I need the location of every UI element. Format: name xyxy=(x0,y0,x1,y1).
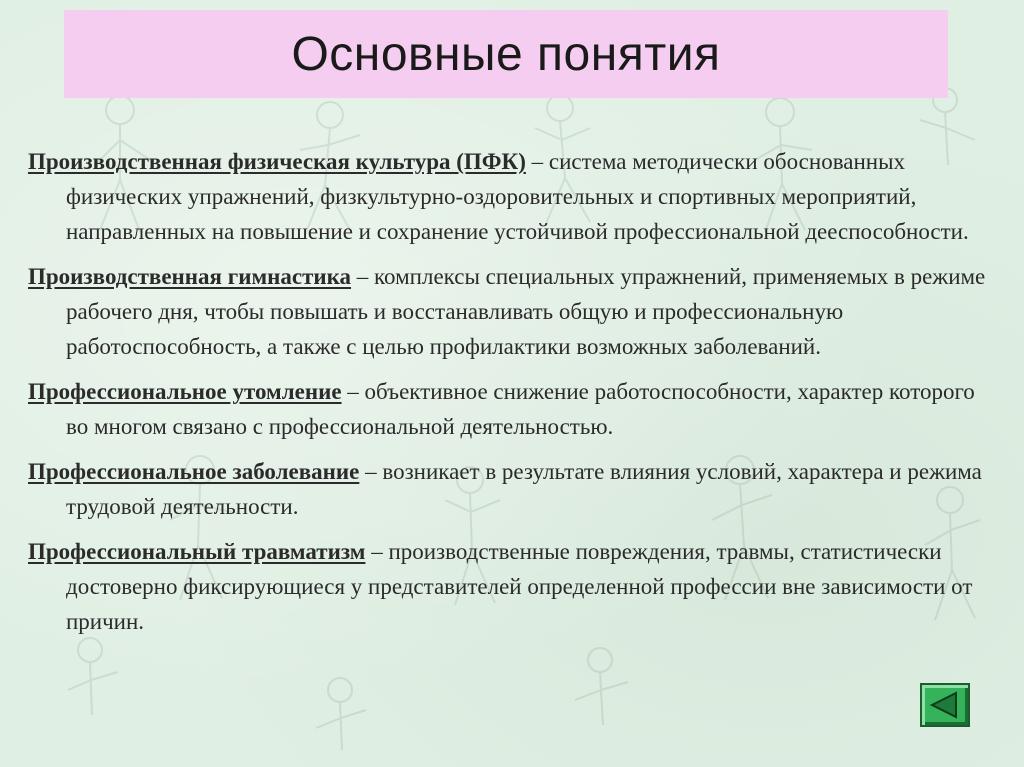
term-definition: – возникает в результате влияния условий, характера и режима трудовой деятельности. xyxy=(66,459,982,519)
term-definition: – комплексы специальных упражнений, применяемых в режиме рабочего дня, чтобы повышать и восстанавливать общую и профессиональную работоспособность, а также с целью профилактики возможных заболеваний. xyxy=(66,264,986,359)
title-banner xyxy=(64,10,948,98)
term-name: Профессиональное утомление xyxy=(28,379,342,404)
term-item-fatigue xyxy=(28,374,988,444)
term-definition: – система методически обоснованных физических упражнений, физкультурно-оздоровительных и спортивных мероприятий, направленных на повышение и сохранение устойчивой профессиональной дееспособности. xyxy=(66,149,969,244)
terms-list xyxy=(28,144,988,649)
term-item-injury xyxy=(28,534,988,639)
term-item-pfk xyxy=(28,144,988,249)
term-item-gymnastics xyxy=(28,259,988,364)
slide-title: Основные понятия xyxy=(291,27,721,81)
triangle-left-icon xyxy=(922,685,968,725)
term-name: Профессиональный травматизм xyxy=(28,539,366,564)
term-name: Профессиональное заболевание xyxy=(28,459,360,484)
term-name: Производственная физическая культура (ПФК) xyxy=(28,149,526,174)
term-item-disease xyxy=(28,454,988,524)
back-button[interactable] xyxy=(920,683,970,727)
term-name: Производственная гимнастика xyxy=(28,264,352,289)
term-definition: – производственные повреждения, травмы, статистически достоверно фиксирующиеся у представителей определенной профессии вне зависимости от причин. xyxy=(66,539,973,634)
term-definition: – объективное снижение работоспособности, характер которого во многом связано с профессиональной деятельностью. xyxy=(66,379,975,439)
